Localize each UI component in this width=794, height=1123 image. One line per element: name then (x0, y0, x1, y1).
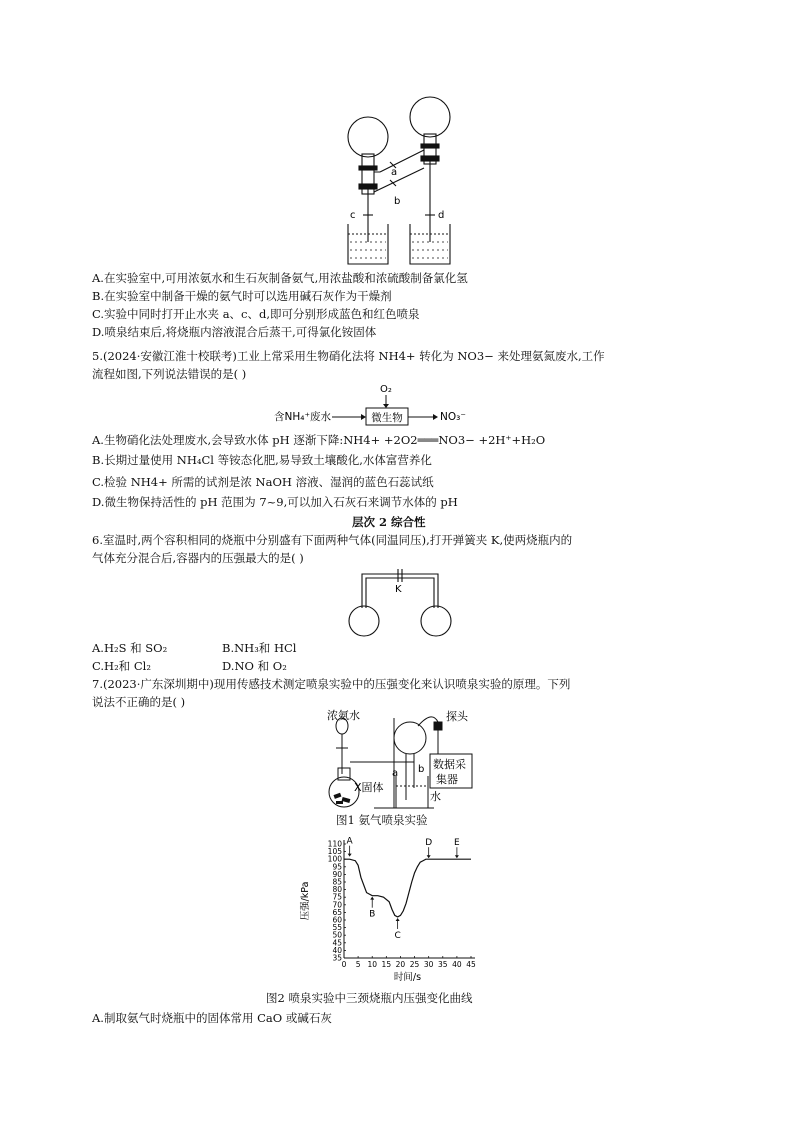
q5-stem-line1: 5.(2024·安徽江淮十校联考)工业上常采用生物硝化法将 NH4+ 转化为 NO3− 来处理氨氮废水,工作 (92, 349, 605, 363)
flow-microbe-label: 微生物 (371, 412, 403, 424)
label-clamp-b: b (418, 764, 425, 775)
fig1-caption: 图1 氨气喷泉实验 (336, 813, 428, 827)
x-tick-label: 40 (452, 960, 462, 969)
x-tick-label: 30 (423, 960, 434, 969)
q6-option-a: A.H₂S 和 SO₂ (92, 641, 168, 655)
y-tick-label: 55 (332, 923, 342, 933)
q5-flow-diagram (270, 380, 470, 430)
flow-input-label: 含NH₄⁺废水 (274, 411, 332, 423)
x-tick-label: 15 (381, 960, 392, 969)
x-tick-label: 20 (395, 960, 406, 969)
y-tick-label: 70 (332, 900, 342, 910)
x-axis-title: 时间/s (393, 972, 422, 983)
annotation-arrowhead (396, 918, 400, 921)
annotation-arrowhead (427, 855, 431, 858)
label-collector-1: 数据采 (433, 758, 466, 771)
q5-option-b: B.长期过量使用 NH₄Cl 等铵态化肥,易导致土壤酸化,水体富营养化 (92, 453, 432, 467)
y-tick-label: 50 (332, 930, 342, 940)
q6-label-k: K (395, 584, 402, 595)
label-x-solid: X固体 (354, 781, 384, 794)
y-tick-label: 35 (332, 953, 342, 963)
q4-label-d: d (438, 210, 445, 221)
y-tick-label: 40 (332, 945, 342, 955)
x-tick-label: 35 (438, 960, 448, 969)
annotation-label: C (394, 930, 401, 941)
q5-option-d: D.微生物保持活性的 pH 范围为 7~9,可以加入石灰石来调节水体的 pH (92, 495, 458, 509)
q6-option-b: B.NH₃和 HCl (222, 641, 297, 655)
q6-two-flask-figure (340, 566, 460, 638)
q7-stem-line2: 说法不正确的是( ) (92, 695, 186, 709)
x-tick-label: 0 (341, 960, 347, 969)
pressure-curve-line (344, 859, 471, 917)
q4-label-a: a (391, 167, 398, 178)
q6-option-d: D.NO 和 O₂ (222, 659, 287, 673)
annotation-label: D (425, 838, 433, 849)
label-probe: 探头 (446, 710, 468, 723)
annotation-arrowhead (370, 897, 374, 900)
label-water: 水 (430, 790, 441, 803)
q7-stem-line1: 7.(2023·广东深圳期中)现用传感技术测定喷泉实验中的压强变化来认识喷泉实验的原理。下列 (92, 677, 571, 691)
y-tick-label: 95 (332, 862, 342, 872)
label-clamp-a: a (392, 768, 399, 779)
x-tick-label: 25 (409, 960, 420, 969)
q5-option-c: C.检验 NH4+ 所需的试剂是浓 NaOH 溶液、湿润的蓝色石蕊试纸 (92, 475, 434, 489)
y-tick-label: 65 (332, 907, 342, 917)
y-tick-label: 60 (332, 915, 342, 925)
q4-apparatus-figure (330, 92, 470, 268)
q4-option-b: B.在实验室中制备干燥的氨气时可以选用碱石灰作为干燥剂 (92, 289, 392, 303)
q6-option-c: C.H₂和 Cl₂ (92, 659, 151, 673)
x-tick-label: 5 (355, 960, 361, 969)
y-tick-label: 100 (327, 854, 342, 864)
q6-stem-line1: 6.室温时,两个容积相同的烧瓶中分别盛有下面两种气体(同温同压),打开弹簧夹 K,使两烧瓶内的 (92, 533, 573, 547)
q4-option-d: D.喷泉结束后,将烧瓶内溶液混合后蒸干,可得氯化铵固体 (92, 325, 377, 339)
q4-label-b: b (394, 196, 401, 207)
q5-option-a: A.生物硝化法处理废水,会导致水体 pH 逐渐下降:NH4+ +2O2═══NO3− +2H⁺+H₂O (92, 433, 546, 447)
x-tick-label: 45 (466, 960, 476, 969)
q7-option-a: A.制取氨气时烧瓶中的固体常用 CaO 或碱石灰 (92, 1011, 332, 1025)
label-conc-ammonia: 浓氨水 (327, 709, 360, 722)
y-tick-label: 90 (332, 869, 342, 879)
annotation-label: A (346, 836, 353, 847)
fig2-caption: 图2 喷泉实验中三颈烧瓶内压强变化曲线 (266, 991, 473, 1005)
y-axis-title: 压强/kPa (300, 881, 311, 921)
y-tick-label: 110 (327, 839, 342, 849)
section-title: 层次 2 综合性 (352, 515, 426, 529)
annotation-label: B (369, 909, 376, 920)
y-tick-label: 105 (327, 847, 342, 857)
q4-option-c: C.实验中同时打开止水夹 a、c、d,即可分别形成蓝色和红色喷泉 (92, 307, 420, 321)
q4-option-a: A.在实验室中,可用浓氨水和生石灰制备氨气,用浓盐酸和浓硫酸制备氯化氢 (92, 271, 468, 285)
x-tick-label: 10 (367, 960, 377, 969)
q6-stem-line2: 气体充分混合后,容器内的压强最大的是( ) (92, 551, 304, 565)
y-tick-label: 85 (332, 877, 342, 887)
flow-output-label: NO₃⁻ (440, 411, 466, 423)
annotation-arrowhead (348, 854, 352, 857)
q4-label-c: c (350, 210, 356, 221)
y-tick-label: 45 (332, 938, 342, 948)
pressure-curve-chart (296, 834, 486, 990)
y-tick-label: 75 (332, 892, 342, 902)
y-tick-label: 80 (332, 885, 342, 895)
annotation-arrowhead (455, 855, 459, 858)
q7-fig1-apparatus (314, 708, 494, 812)
label-collector-2: 集器 (436, 773, 458, 786)
flow-o2-label: O₂ (380, 384, 392, 395)
q5-stem-line2: 流程如图,下列说法错误的是( ) (92, 367, 247, 381)
annotation-label: E (454, 838, 460, 849)
